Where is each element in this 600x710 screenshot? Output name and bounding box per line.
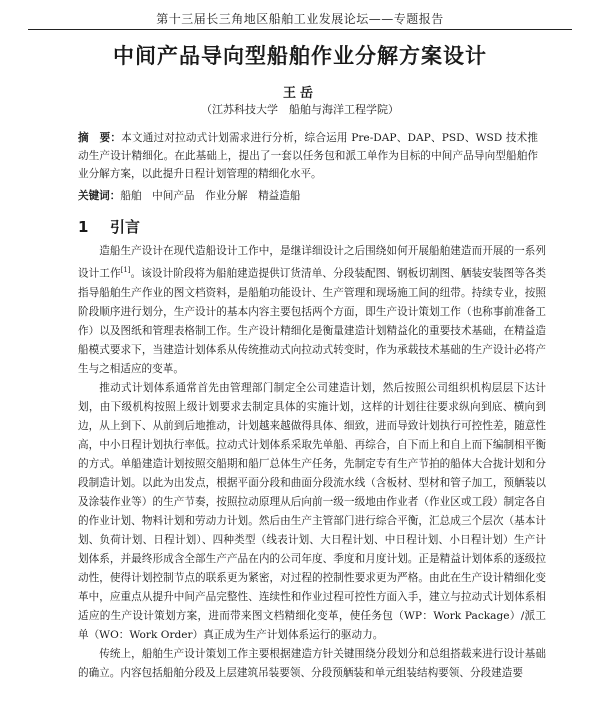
abstract bbox=[78, 129, 538, 183]
body-text bbox=[78, 242, 546, 683]
abstract-label: 摘 要： bbox=[78, 132, 122, 144]
header-rule bbox=[28, 29, 572, 30]
citation-ref[interactable]: [1] bbox=[120, 266, 131, 274]
keywords-label: 关键词： bbox=[78, 190, 121, 202]
running-header: 第十三届长三角地区船舶工业发展论坛——专题报告 bbox=[156, 12, 444, 26]
author-affiliation: （江苏科技大学 船舶与海洋工程学院） bbox=[201, 103, 399, 116]
keywords-text: 船舶 中间产品 作业分解 精益造船 bbox=[120, 190, 301, 202]
section-number: 1 bbox=[78, 218, 89, 236]
paragraph-1-text-a: 造船生产设计在现代造船设计工作中，是继详细设计之后围绕如何开展船舶建造而开展的一系列设计工作 bbox=[78, 245, 546, 280]
paragraph-2: 推动式计划体系通常首先由管理部门制定全公司建造计划，然后按照公司组织机构层层下达计划，由下级机构按照上级计划要求去制定具体的实施计划，这样的计划往往要求纵向到底、横向到边，从上到下、从前到后地推动，计划越来越做得具体、细致，进而导致计划执行可控性差，随意性高，中小日程计划执行率低。拉动式计划体系采取先单船、再综合，自下而上和自上而下编制相平衡的方式。单船建造计划按照交船期和船厂总体生产任务，先制定专有生产节拍的船体大合拢计划和分段制造计划。以此为出发点，根据平面分段和曲面分段流水线（含板材、型材和管子加工，预舾装以及涂装作业等）的生产节奏，按照拉动原理从后向前一级一级地由作业者（作业区或工段）制定各自的作业计划、物料计划和劳动力计划。然后由生产主管部门进行综合平衡，汇总成三个层次（基本计划、负荷计划、日程计划）、四种类型（线表计划、大日程计划、中日程计划、小日程计划）生产计划体系，并最终形成含全部生产产品在内的公司年度、季度和月度计划。正是精益计划体系的逐级拉动性，使得计划控制节点的联系更为紧密，对过程的控制性要求更为严格。由此在生产设计精细化变革中，应重点从提升中间产品完整性、连续性和作业过程可控性方面入手，建立与拉动式计划体系相适应的生产设计策划方案，进而带来图文档精细化变革，使任务包（WP：Work Package）/派工单（WO：Work Order）真正成为生产计划体系运行的驱动力。 bbox=[78, 381, 546, 641]
paragraph-1-text-b: 。该设计阶段将为船舶建造提供订货清单、分段装配图、钢板切割图、舾装安装图等各类指导船舶生产作业的图文档资料，是船舶功能设计、生产管理和现场施工间的纽带。持续专业，按照阶段顺序进行划分，生产设计的基本内容主要包括两个方面，即生产设计策划工作（也称事前准备工作）以及图纸和管理表格制工作。生产设计精细化是衡量建造计划精益化的重要技术基础，在精益造船模式要求下，当建造计划体系从传统推动式向拉动式转变时，作为承载技术基础的生产设计必将产生与之相适应的变革。 bbox=[78, 267, 547, 375]
paragraph-3: 传统上，船舶生产设计策划工作主要根据建造方针关键围绕分段划分和总组搭载来进行设计基础的确立。内容包括船舶分段及上层建筑吊装要领、分段预舾装和单元组装结构要领、分段建造要 bbox=[78, 647, 546, 679]
section-heading bbox=[78, 216, 140, 237]
paragraph-1 bbox=[78, 242, 546, 379]
author-name: 王岳 bbox=[282, 86, 317, 101]
abstract-text: 本文通过对拉动式计划需求进行分析，综合运用 Pre-DAP、DAP、PSD、WSD 技术推动生产设计精细化。在此基础上，提出了一套以任务包和派工单作为目标的中间产品导向型船舶作业分解方案，以此提升日程计划管理的精细化水平。 bbox=[78, 132, 539, 180]
keywords bbox=[78, 188, 538, 203]
paper-title: 中间产品导向型船舶作业分解方案设计 bbox=[113, 44, 487, 68]
section-title: 引言 bbox=[110, 218, 141, 236]
